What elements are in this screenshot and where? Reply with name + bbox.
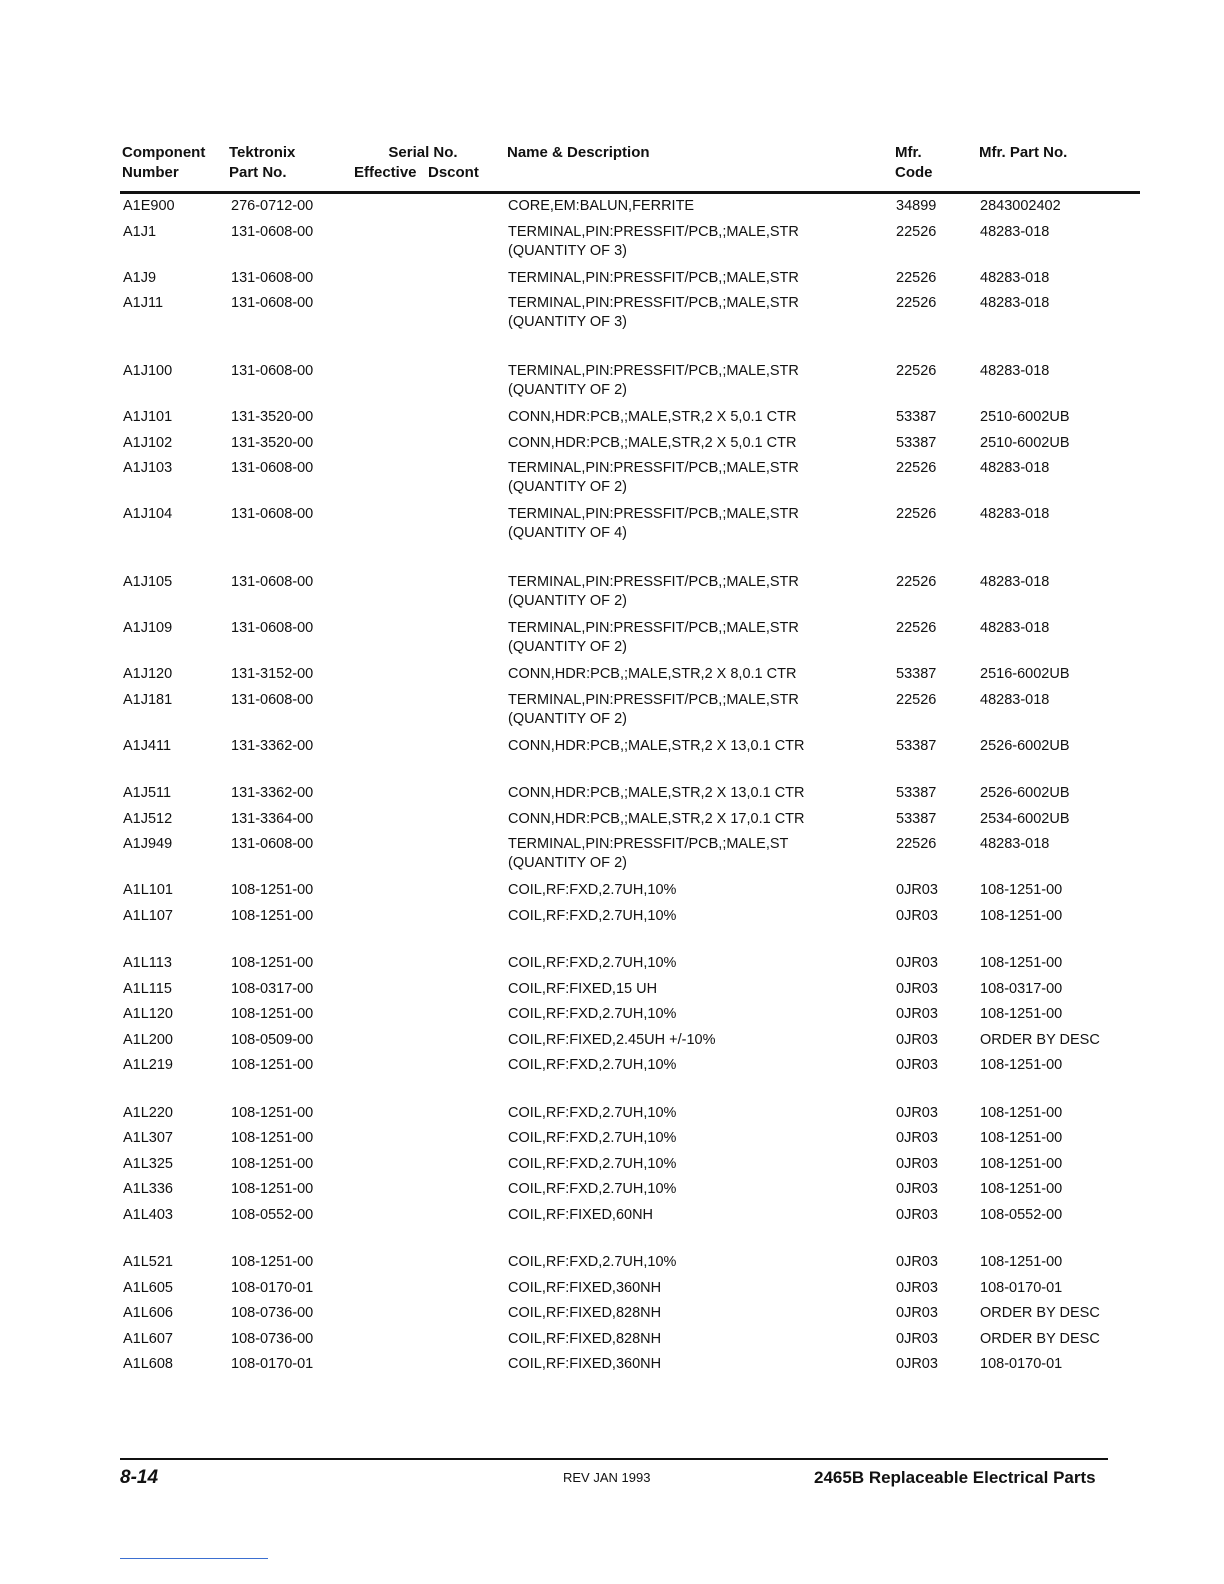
- component-number-cell: A1L107: [123, 907, 173, 924]
- component-number-cell: A1L113: [123, 955, 172, 971]
- mfr-part-cell: 2510-6002UB: [980, 434, 1070, 451]
- document-title: 2465B Replaceable Electrical Parts: [814, 1468, 1096, 1487]
- decorative-blue-line: [120, 1558, 268, 1559]
- component-number-cell: A1J105: [123, 574, 173, 590]
- description-cell: COIL,RF:FXD,2.7UH,10%: [508, 907, 677, 924]
- component-number-cell: A1L307: [123, 1130, 173, 1146]
- tektronix-part-cell: 108-0170-01: [231, 1279, 314, 1296]
- tektronix-part-cell: 108-1251-00: [231, 1181, 314, 1197]
- table-row: [0, 1304, 1224, 1330]
- mfr-part-cell: 2510-6002UB: [980, 409, 1070, 425]
- table-row: [0, 810, 1224, 836]
- description-cell: COIL,RF:FIXED,828NH: [508, 1330, 662, 1347]
- description-quantity-cell: (QUANTITY OF 2): [508, 855, 627, 871]
- component-number-cell: A1J511: [123, 785, 172, 801]
- table-row: [0, 362, 1224, 408]
- mfr-code-cell: 22526: [896, 269, 937, 286]
- description-cell: COIL,RF:FXD,2.7UH,10%: [508, 1006, 677, 1022]
- mfr-code-cell: 22526: [896, 836, 937, 852]
- component-number-cell: A1J1: [123, 223, 157, 240]
- tektronix-part-cell: 131-0608-00: [231, 269, 314, 286]
- description-quantity-cell: (QUANTITY OF 2): [508, 593, 627, 609]
- component-number-cell: A1L220: [123, 1104, 173, 1121]
- table-row: [0, 1104, 1224, 1130]
- component-number-cell: A1L606: [123, 1305, 173, 1321]
- description-cell: COIL,RF:FXD,2.7UH,10%: [508, 955, 677, 971]
- description-cell: TERMINAL,PIN:PRESSFIT/PCB,;MALE,ST: [508, 836, 789, 852]
- component-number-cell: A1E900: [123, 198, 175, 214]
- mfr-part-cell: 108-1251-00: [980, 1104, 1063, 1121]
- tektronix-part-cell: 131-3152-00: [231, 666, 314, 682]
- header-mfr-part-line1: Mfr. Part No.: [979, 144, 1068, 161]
- tektronix-part-cell: 108-1251-00: [231, 1006, 314, 1022]
- description-cell: TERMINAL,PIN:PRESSFIT/PCB,;MALE,STR: [508, 506, 799, 522]
- component-number-cell: A1J120: [123, 666, 173, 682]
- mfr-code-cell: 0JR03: [896, 1057, 938, 1073]
- tektronix-part-cell: 108-1251-00: [231, 955, 314, 971]
- tektronix-part-cell: 131-0608-00: [231, 295, 314, 311]
- description-cell: COIL,RF:FXD,2.7UH,10%: [508, 1104, 677, 1121]
- header-mfr-code: [895, 143, 933, 183]
- component-number-cell: A1J181: [123, 691, 173, 708]
- table-row: [0, 737, 1224, 763]
- component-number-cell: A1J102: [123, 434, 173, 451]
- mfr-part-cell: ORDER BY DESC: [980, 1031, 1100, 1048]
- description-cell: COIL,RF:FIXED,2.45UH +/-10%: [508, 1031, 716, 1048]
- mfr-code-cell: 0JR03: [896, 1104, 938, 1121]
- component-number-cell: A1L521: [123, 1254, 173, 1270]
- component-number-cell: A1J949: [123, 836, 173, 852]
- mfr-part-cell: 108-1251-00: [980, 1006, 1063, 1022]
- mfr-code-cell: 0JR03: [896, 1031, 938, 1048]
- mfr-code-cell: 53387: [896, 409, 937, 425]
- component-number-cell: A1L336: [123, 1181, 173, 1197]
- tektronix-part-cell: 131-0608-00: [231, 574, 314, 590]
- description-cell: TERMINAL,PIN:PRESSFIT/PCB,;MALE,STR: [508, 363, 799, 379]
- table-row: [0, 1206, 1224, 1232]
- mfr-code-cell: 22526: [896, 223, 937, 240]
- mfr-part-cell: 2534-6002UB: [980, 810, 1070, 827]
- description-cell: CONN,HDR:PCB,;MALE,STR,2 X 13,0.1 CTR: [508, 785, 805, 801]
- description-cell: TERMINAL,PIN:PRESSFIT/PCB,;MALE,STR: [508, 620, 799, 636]
- table-row: [0, 434, 1224, 460]
- table-row: [0, 197, 1224, 223]
- mfr-part-cell: 48283-018: [980, 620, 1050, 636]
- mfr-code-cell: 22526: [896, 620, 937, 636]
- description-cell: COIL,RF:FIXED,60NH: [508, 1206, 654, 1223]
- table-row: [0, 980, 1224, 1006]
- description-cell: COIL,RF:FIXED,360NH: [508, 1279, 662, 1296]
- mfr-part-cell: 108-1251-00: [980, 1181, 1063, 1197]
- mfr-code-cell: 0JR03: [896, 1181, 938, 1197]
- mfr-part-cell: 48283-018: [980, 506, 1050, 522]
- mfr-code-cell: 0JR03: [896, 1206, 938, 1223]
- table-row: [0, 1279, 1224, 1305]
- mfr-part-cell: 108-1251-00: [980, 1155, 1063, 1172]
- mfr-part-cell: 108-0170-01: [980, 1279, 1063, 1296]
- description-cell: COIL,RF:FXD,2.7UH,10%: [508, 882, 677, 898]
- description-cell: CONN,HDR:PCB,;MALE,STR,2 X 5,0.1 CTR: [508, 434, 797, 451]
- component-number-cell: A1L120: [123, 1006, 173, 1022]
- component-number-cell: A1L605: [123, 1279, 173, 1296]
- mfr-part-cell: 48283-018: [980, 295, 1050, 311]
- mfr-code-cell: 0JR03: [896, 1330, 938, 1347]
- table-row: [0, 459, 1224, 505]
- tektronix-part-cell: 108-0509-00: [231, 1031, 314, 1048]
- component-number-cell: A1J9: [123, 269, 157, 286]
- table-row: [0, 835, 1224, 881]
- table-row: [0, 269, 1224, 295]
- mfr-code-cell: 0JR03: [896, 1155, 938, 1172]
- page-number: 8-14: [120, 1467, 159, 1488]
- mfr-part-cell: 108-1251-00: [980, 882, 1063, 898]
- table-row: [0, 881, 1224, 907]
- table-row: [0, 1056, 1224, 1082]
- description-quantity-cell: (QUANTITY OF 2): [508, 639, 627, 655]
- tektronix-part-cell: 108-1251-00: [231, 882, 314, 898]
- table-row: [0, 619, 1224, 665]
- component-number-cell: A1J512: [123, 810, 173, 827]
- description-cell: TERMINAL,PIN:PRESSFIT/PCB,;MALE,STR: [508, 574, 799, 590]
- description-cell: COIL,RF:FXD,2.7UH,10%: [508, 1181, 677, 1197]
- component-number-cell: A1J411: [123, 737, 172, 754]
- mfr-part-cell: 2526-6002UB: [980, 737, 1070, 754]
- component-number-cell: A1L607: [123, 1330, 173, 1347]
- mfr-part-cell: 108-1251-00: [980, 955, 1063, 971]
- mfr-part-cell: 108-1251-00: [980, 1130, 1063, 1146]
- table-row: [0, 1129, 1224, 1155]
- header-name-description: [507, 143, 650, 163]
- description-cell: CONN,HDR:PCB,;MALE,STR,2 X 5,0.1 CTR: [508, 409, 797, 425]
- mfr-part-cell: 48283-018: [980, 363, 1050, 379]
- mfr-code-cell: 0JR03: [896, 980, 938, 997]
- mfr-code-cell: 53387: [896, 785, 937, 801]
- table-row: [0, 665, 1224, 691]
- tektronix-part-cell: 131-3364-00: [231, 810, 314, 827]
- mfr-code-cell: 0JR03: [896, 1356, 938, 1372]
- component-number-cell: A1J103: [123, 460, 173, 476]
- component-number-cell: A1L101: [123, 882, 173, 898]
- description-cell: TERMINAL,PIN:PRESSFIT/PCB,;MALE,STR: [508, 295, 799, 311]
- component-number-cell: A1J11: [123, 295, 164, 311]
- mfr-code-cell: 0JR03: [896, 1279, 938, 1296]
- mfr-part-cell: 48283-018: [980, 836, 1050, 852]
- header-tektronix-line1: Tektronix: [229, 144, 296, 161]
- tektronix-part-cell: 131-0608-00: [231, 836, 314, 852]
- mfr-part-cell: 48283-018: [980, 460, 1050, 476]
- mfr-code-cell: 0JR03: [896, 1254, 938, 1270]
- component-number-cell: A1J101: [123, 409, 173, 425]
- table-row: [0, 1330, 1224, 1356]
- tektronix-part-cell: 131-0608-00: [231, 691, 314, 708]
- description-cell: TERMINAL,PIN:PRESSFIT/PCB,;MALE,STR: [508, 691, 799, 708]
- description-cell: COIL,RF:FIXED,828NH: [508, 1305, 662, 1321]
- tektronix-part-cell: 131-3362-00: [231, 785, 314, 801]
- mfr-part-cell: 48283-018: [980, 574, 1050, 590]
- header-mfr-part-no: [979, 143, 1067, 163]
- mfr-code-cell: 0JR03: [896, 907, 938, 924]
- table-row: [0, 294, 1224, 340]
- tektronix-part-cell: 131-3520-00: [231, 409, 314, 425]
- header-component-number: [122, 143, 205, 183]
- description-cell: COIL,RF:FXD,2.7UH,10%: [508, 1057, 677, 1073]
- tektronix-part-cell: 131-0608-00: [231, 506, 314, 522]
- header-component-line2: Number: [122, 164, 179, 181]
- description-cell: COIL,RF:FXD,2.7UH,10%: [508, 1130, 677, 1146]
- tektronix-part-cell: 131-3362-00: [231, 737, 314, 754]
- revision-date: REV JAN 1993: [563, 1470, 651, 1485]
- header-rule: [120, 191, 1140, 194]
- component-number-cell: A1L219: [123, 1057, 173, 1073]
- description-cell: COIL,RF:FXD,2.7UH,10%: [508, 1254, 677, 1270]
- header-mfr-line2: Code: [895, 164, 933, 181]
- component-number-cell: A1L325: [123, 1155, 173, 1172]
- mfr-code-cell: 22526: [896, 691, 937, 708]
- component-number-cell: A1L200: [123, 1031, 173, 1048]
- tektronix-part-cell: 108-1251-00: [231, 1130, 314, 1146]
- mfr-part-cell: ORDER BY DESC: [980, 1305, 1100, 1321]
- description-cell: COIL,RF:FXD,2.7UH,10%: [508, 1155, 677, 1172]
- description-quantity-cell: (QUANTITY OF 3): [508, 242, 627, 259]
- mfr-part-cell: 108-0552-00: [980, 1206, 1063, 1223]
- mfr-part-cell: ORDER BY DESC: [980, 1330, 1100, 1347]
- tektronix-part-cell: 108-0552-00: [231, 1206, 314, 1223]
- description-cell: CORE,EM:BALUN,FERRITE: [508, 198, 695, 214]
- tektronix-part-cell: 131-0608-00: [231, 363, 314, 379]
- mfr-code-cell: 53387: [896, 666, 937, 682]
- table-row: [0, 1155, 1224, 1181]
- description-cell: CONN,HDR:PCB,;MALE,STR,2 X 8,0.1 CTR: [508, 666, 797, 682]
- tektronix-part-cell: 108-0736-00: [231, 1305, 314, 1321]
- header-serial-no: [354, 143, 484, 183]
- mfr-code-cell: 53387: [896, 434, 937, 451]
- table-row: [0, 907, 1224, 933]
- description-cell: COIL,RF:FIXED,360NH: [508, 1356, 662, 1372]
- mfr-part-cell: 48283-018: [980, 223, 1050, 240]
- mfr-part-cell: 48283-018: [980, 691, 1050, 708]
- mfr-code-cell: 22526: [896, 363, 937, 379]
- header-tektronix-line2: Part No.: [229, 164, 287, 181]
- component-number-cell: A1L608: [123, 1356, 173, 1372]
- mfr-part-cell: 108-1251-00: [980, 1057, 1063, 1073]
- description-cell: COIL,RF:FIXED,15 UH: [508, 980, 658, 997]
- mfr-code-cell: 53387: [896, 737, 937, 754]
- parts-table: [0, 197, 1224, 1381]
- tektronix-part-cell: 131-3520-00: [231, 434, 314, 451]
- tektronix-part-cell: 108-1251-00: [231, 1057, 314, 1073]
- description-quantity-cell: (QUANTITY OF 2): [508, 479, 627, 495]
- mfr-code-cell: 22526: [896, 295, 937, 311]
- mfr-part-cell: 108-1251-00: [980, 1254, 1063, 1270]
- mfr-part-cell: 108-0170-01: [980, 1356, 1063, 1372]
- tektronix-part-cell: 108-1251-00: [231, 1254, 314, 1270]
- header-serial-line1: Serial No.: [388, 144, 458, 161]
- mfr-code-cell: 34899: [896, 198, 937, 214]
- mfr-code-cell: 0JR03: [896, 1130, 938, 1146]
- table-row: [0, 691, 1224, 737]
- table-row: [0, 1031, 1224, 1057]
- header-tektronix-part: [229, 143, 295, 183]
- tektronix-part-cell: 131-0608-00: [231, 223, 314, 240]
- table-row: [0, 408, 1224, 434]
- mfr-code-cell: 0JR03: [896, 955, 938, 971]
- mfr-part-cell: 108-0317-00: [980, 980, 1063, 997]
- table-row: [0, 223, 1224, 269]
- mfr-code-cell: 53387: [896, 810, 937, 827]
- mfr-code-cell: 0JR03: [896, 882, 938, 898]
- description-quantity-cell: (QUANTITY OF 3): [508, 314, 627, 330]
- table-row: [0, 573, 1224, 619]
- header-serial-dscont: Dscont: [428, 164, 479, 181]
- header-serial-effective: Effective: [354, 164, 417, 181]
- tektronix-part-cell: 108-0317-00: [231, 980, 314, 997]
- table-row: [0, 954, 1224, 980]
- component-number-cell: A1L115: [123, 980, 172, 997]
- component-number-cell: A1L403: [123, 1206, 173, 1223]
- header-component-line1: Component: [122, 144, 206, 161]
- mfr-code-cell: 0JR03: [896, 1305, 938, 1321]
- description-cell: TERMINAL,PIN:PRESSFIT/PCB,;MALE,STR: [508, 223, 799, 240]
- mfr-code-cell: 22526: [896, 574, 937, 590]
- footer-rule: [120, 1458, 1108, 1460]
- header-name-line1: Name & Description: [507, 144, 650, 161]
- table-row: [0, 505, 1224, 551]
- tektronix-part-cell: 276-0712-00: [231, 198, 314, 214]
- description-cell: TERMINAL,PIN:PRESSFIT/PCB,;MALE,STR: [508, 460, 799, 476]
- description-quantity-cell: (QUANTITY OF 4): [508, 525, 627, 541]
- table-row: [0, 784, 1224, 810]
- tektronix-part-cell: 131-0608-00: [231, 620, 314, 636]
- tektronix-part-cell: 108-0736-00: [231, 1330, 314, 1347]
- tektronix-part-cell: 108-0170-01: [231, 1356, 314, 1372]
- tektronix-part-cell: 108-1251-00: [231, 907, 314, 924]
- header-mfr-line1: Mfr.: [895, 144, 922, 161]
- mfr-code-cell: 22526: [896, 506, 937, 522]
- description-cell: CONN,HDR:PCB,;MALE,STR,2 X 13,0.1 CTR: [508, 737, 805, 754]
- component-number-cell: A1J104: [123, 506, 173, 522]
- mfr-part-cell: 2516-6002UB: [980, 666, 1070, 682]
- table-row: [0, 1005, 1224, 1031]
- tektronix-part-cell: 108-1251-00: [231, 1104, 314, 1121]
- table-row: [0, 1253, 1224, 1279]
- component-number-cell: A1J109: [123, 620, 173, 636]
- mfr-part-cell: 2526-6002UB: [980, 785, 1070, 801]
- mfr-part-cell: 48283-018: [980, 269, 1050, 286]
- component-number-cell: A1J100: [123, 363, 173, 379]
- tektronix-part-cell: 131-0608-00: [231, 460, 314, 476]
- mfr-code-cell: 0JR03: [896, 1006, 938, 1022]
- mfr-part-cell: 108-1251-00: [980, 907, 1063, 924]
- description-quantity-cell: (QUANTITY OF 2): [508, 382, 627, 398]
- description-cell: TERMINAL,PIN:PRESSFIT/PCB,;MALE,STR: [508, 269, 799, 286]
- description-quantity-cell: (QUANTITY OF 2): [508, 710, 627, 727]
- mfr-part-cell: 2843002402: [980, 198, 1061, 214]
- description-cell: CONN,HDR:PCB,;MALE,STR,2 X 17,0.1 CTR: [508, 810, 805, 827]
- tektronix-part-cell: 108-1251-00: [231, 1155, 314, 1172]
- mfr-code-cell: 22526: [896, 460, 937, 476]
- table-row: [0, 1180, 1224, 1206]
- table-row: [0, 1355, 1224, 1381]
